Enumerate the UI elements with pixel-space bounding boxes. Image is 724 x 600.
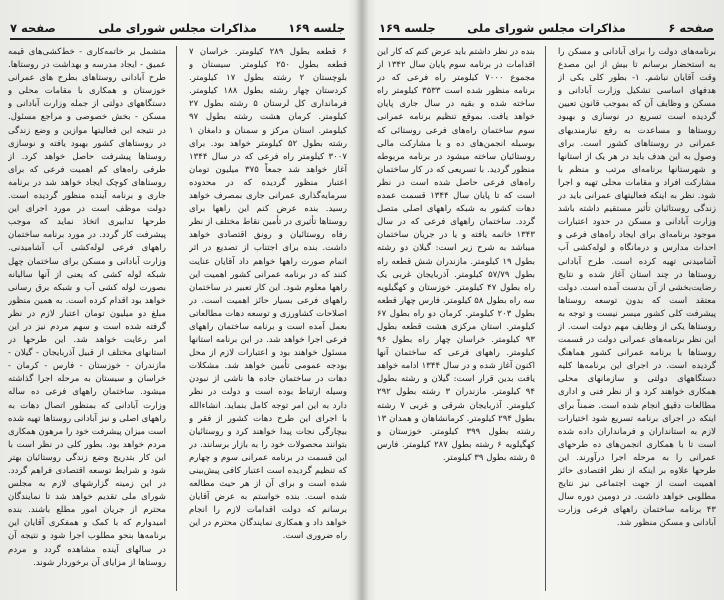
left-header-title: مذاکرات مجلس شورای ملی <box>98 21 257 35</box>
right-page-column-right-text: برنامه‌های دولت را برای آبادانی و مسکن را به استحضار برسانم تا بیش از این مصدع وقت آقایان نباشم. ۱- بطور کلی یکی از هدفهای اساسی تشکیل وزارت آبادانی و مسکن و وظایف آن که بموجب قانون تعیین گردیده است تسریع در نوسازی و بهبود روستاها و مساعدت به رفع نیازمندیهای عمرانی در روستاهای کشور است. برای وصول به این هدف باید در هر یک از استانها و شهرستانها برنامه‌ای مرتب و منظم با مشارکت افراد و مقامات محلی تهیه و اجرا شود. نظر به اینکه فعالیتهای عمرانی باید در زندگی روستائیان تأثیر مستقیم داشته باشد وزارت آبادانی و مسکن در حدود اعتبارات موجود برنامه‌ای برای ایجاد راه‌های فرعی و احداث مدارس و درمانگاه و لوله‌کشی آب آشامیدنی تهیه کرده است. طرح آبادانی روستاها در چند استان آغاز شده و نتایج رضایت‌بخشی از آن بدست آمده است. دولت معتقد است که بدون توسعه روستاها پیشرفت کلی کشور میسر نیست و توجه به روستاها یکی از وظایف مهم دولت است. از این نظر برنامه‌های عمرانی دولت در قسمت روستاها با برنامه عمرانی کشور هماهنگ گردیده است. در اجرای این برنامه‌ها کلیه دستگاههای دولتی و سازمانهای محلی همکاری خواهند کرد و از نظر فنی و اداری مطالعات دقیق انجام شده است. ضمناً برای اینکه در اجرای برنامه تسریع شود اختیارات لازم به استانداران و فرمانداران داده شده است تا با همکاری انجمن‌های ده طرحهای عمرانی را به مرحله اجرا درآورند. این طرحها علاوه بر اینکه از نظر اقتصادی حائز اهمیت است از جهت اجتماعی نیز نتایج مطلوبی خواهد داشت. در دومین دوره سال ۴۳ برنامه ساختمان راههای فرعی وزارت آبادانی و مسکن منظور شد. <box>558 47 716 529</box>
left-header-session: جلسه ۱۶۹ <box>288 21 345 35</box>
left-page-column-left-text: متشمل بر خاتمه‌کاری - خط‌کشی‌های قیمه عمیق - ایجاد مدرسه و بهداشت در روستاها. طرح آبادانی روستاهای بطرح های عمرانی خوزستان و همکاری با مقامات محلی و دستگاههای دولتی از جمله وزارت آبادانی و مسکن - بخش خصوصی و مراجع مسئول. در نتیجه این فعالیتها موازین و وضع زندگی در روستاهای کشور بهبود یافته و نوسازی روستاها پیشرفت حاصل خواهد کرد. از طرفی راه‌های کم اهمیت فرعی‌ که برای روستاهای کوچک ایجاد خواهد شد در برنامه جاری و برنامه آینده منظور گردیده است. دولت موظف است در مورد اجرای این طرحها تدابیری اتخاذ نماید که موجب پیشرفت کار گردد. در مورد برنامه ساختمان راههای فرعی لوله‌کشی آب آشامیدنی. وزارت آبادانی و مسکن برای ساختمان چهل شبکه لوله کشی که یعنی از آنها سالیانه بصورت لوله کشی آب و شبکه برق رسانی خواهد بود اقدام کرده است. به همین منظور مبلغ دو میلیون تومان اعتبار لازم در نظر گرفته شده است و سهم مردم نیز در این امر رعایت خواهد شد. این طرحها در استانهای مختلف از قبیل آذربایجان - گیلان - مازندران - خوزستان - فارس - کرمان - خراسان و سیستان به مرحله اجرا گذاشته میشود. ساختمان راههای فرعی ده ساله وزارت آبادانی که بمنظور اتصال دهات به راههای اصلی و نیز آبادانی روستاها تهیه شده است میزان پیشرفت خود را مرهون همکاری مردم خواهد بود. بطور کلی در نظر است با این کار بتدریج وضع زندگی روستائیان بهتر شود و شرایط توسعه اقتصادی فراهم گردد. در این زمینه گزارشهای لازم به مجلس شورای ملی تقدیم خواهد شد تا نمایندگان محترم از جریان امور مطلع باشند. بنده امیدوارم که با کمک و همفکری آقایان این برنامه‌ها بنحو مطلوب اجرا شود و نتیجه آن در سالهای آینده مشاهده گردد و مردم روستاها از مزایای آن برخوردار شوند. <box>8 47 166 568</box>
right-page <box>369 0 724 600</box>
left-page-column-right <box>189 46 347 594</box>
left-page-column-right-text: ۶ قطعه بطول ۲۸۹ کیلومتر. خراسان ۷ قطعه بطول ۲۵۰ کیلومتر. سیستان و بلوچستان ۲ رشته بطول ۱۷ کیلومتر. کردستان چهار رشته بطول ۱۸۸ کیلومتر. فرمانداری کل لرستان ۵ رشته بطول ۲۷ کیلومتر. کرمان هشت رشته بطول ۹۷ کیلومتر. استان مرکز و سمنان و دامغان ۱ رشته بطول ۵۲ کیلومتر خواهد بود. برای ۳۰۰۷ کیلومتر راه فرعی که در سال ۱۳۴۴ آغاز خواهد شد جمعاً ۳۷۵ میلیون تومان اعتبار منظور گردیده که در محدوده سرمایه‌گذاری عمرانی جاری بمصرف خواهد رسید. بنده عرض کنم این راهها برای روستاها تأثیری در تأمین نقاط مختلف از نظر رفاه روستائیان و رونق اقتصادی خواهد داشت. بنده برای اجتناب از تصدیع در اثر اتمام صورت راهها خواهم داد آقایان عنایت کنند که در برنامه عمرانی کشور اهمیت این راهها معلوم شود. این کار تعبیر در ساختمان راههای فرعی بسیار حائز اهمیت است. در اصلاحات کشاورزی و توسعه دهات مطالعاتی بعمل آمده است و برنامه ساختمان راههای فرعی اجرا خواهد شد. در این برنامه استانها مسئول خواهند بود و اعتبارات لازم از محل بودجه عمومی تأمین خواهد شد. مشکلات دهات در ساختمان جاده ها ناشی از نبودن وسیله ارتباط بوده است و دولت در نظر دارد به این امر توجه کامل بنماید. انشاءالله با اجرای این طرح دهات کشور از فقر و بیچارگی نجات پیدا خواهند کرد و روستائیان بتوانند محصولات خود را به بازار برسانند. در این قسمت در برنامه عمرانی سوم و چهارم که تنظیم گردیده است اعتبار کافی پیش‌بینی شده است و برای آن از هر حیث مطالعه شده است. بنده خواستم به عرض آقایان برسانم که دولت اقدامات لازم را انجام خواهد داد و همکاری نمایندگان محترم در این راه ضروری است. <box>189 47 347 542</box>
left-page-column-left <box>8 46 166 594</box>
right-page-header <box>379 18 714 40</box>
right-page-column-left <box>377 46 535 594</box>
right-page-column-right <box>558 46 716 594</box>
left-header-page-number: صفحه ۷ <box>10 21 56 35</box>
right-header-page-number: صفحه ۶ <box>668 21 714 35</box>
right-header-title: مذاکرات مجلس شورای ملی <box>467 21 626 35</box>
right-page-column-left-text: بنده در نظر داشتم باید عرض کنم که کار این اقدامات در برنامه سوم پایان سال ۱۳۴۲ از مجموع ۷۰۰۰ کیلومتر راه فرعی که در برنامه منظور شده است ۳۵۳۳ کیلومتر راه ساخته شده و بقیه در سال جاری پایان خواهد یافت. بموقع تنظیم برنامه عمرانی سوم ساختمان راه‌های فرعی روستائی که بوسیله انجمن‌های ده و با مشارکت مالی روستائیان ساخته میشود در برنامه مربوطه منظور گردید. با تسریعی که در کار ساختمان راه‌های فرعی حاصل شده است در نظر است که تا پایان سال ۱۳۴۴ قسمت عمده دهات کشور به شبکه راههای اصلی متصل گردد. ساختمان راههای فرعی که در سال ۱۳۴۳ خاتمه یافته و یا در جریان ساختمان میباشد به شرح زیر است: گیلان دو رشته بطول ۱۹ کیلومتر. مازندران شش قطعه راه بطول ۵۷/۷۹ کیلومتر. آذربایجان غربی یک راه بطول ۴۷ کیلومتر. خوزستان و کهگیلویه سه راه بطول ۵۸ کیلومتر. فارس چهار قطعه بطول ۲۰۳ کیلومتر. کرمان دو راه بطول ۶۷ کیلومتر. استان مرکزی هشت قطعه بطول ۹۳ کیلومتر. خراسان چهار راه بطول ۹۶ کیلومتر. راههای فرعی که ساختمان آنها اکنون آغاز شده و در سال ۱۳۴۴ ادامه خواهد یافت بدین قرار است: گیلان و رشته بطول ۹۴ کیلومتر. مازندران ۳ رشته بطول ۲۹۲ کیلومتر. آذربایجان شرقی و غربی ۷ رشته بطول ۲۹۴ کیلومتر. کرمانشاهان و همدان ۱۳ رشته بطول ۳۹۹ کیلومتر. خوزستان و کهگیلویه ۶ رشته بطول ۲۸۷ کیلومتر. فارس ۵ رشته بطول ۳۹ کیلومتر. <box>377 47 535 463</box>
right-page-column-divider <box>545 46 546 591</box>
left-page-header <box>10 18 345 40</box>
right-header-session: جلسه ۱۶۹ <box>379 21 436 35</box>
left-page <box>0 0 355 600</box>
left-page-column-divider <box>176 46 177 591</box>
book-gutter <box>355 0 369 600</box>
